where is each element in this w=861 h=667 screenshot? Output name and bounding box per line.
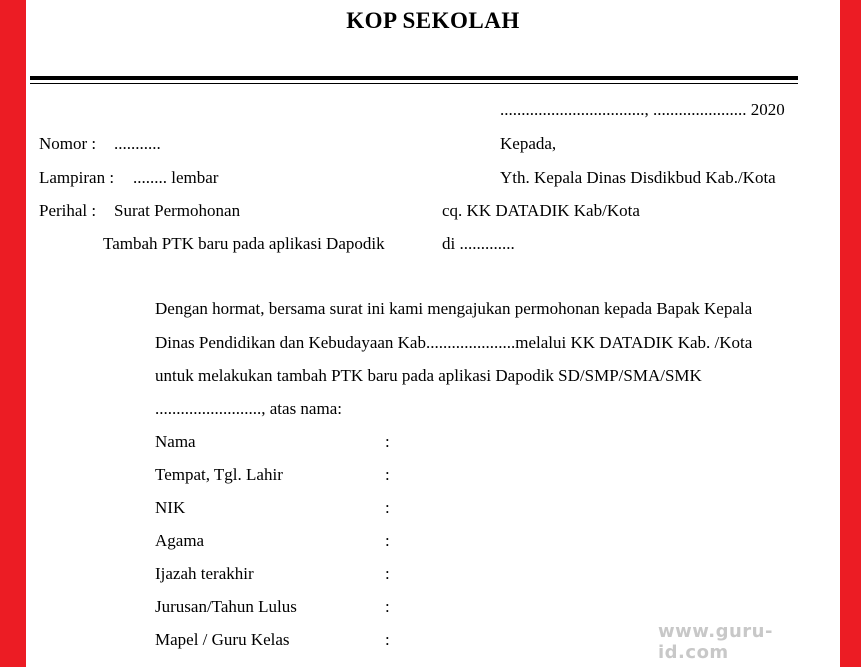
lampiran-value: ........ lembar	[133, 168, 219, 187]
nomor-label: Nomor :	[39, 134, 97, 153]
field-label-nik: NIK	[155, 498, 186, 517]
perihal-label: Perihal :	[39, 201, 97, 220]
field-colon: :	[385, 432, 390, 451]
field-colon: :	[385, 498, 390, 517]
field-colon: :	[385, 630, 390, 649]
field-label-ijazah: Ijazah terakhir	[155, 564, 254, 583]
letter-page	[26, 0, 840, 667]
perihal-value: Surat Permohonan	[114, 201, 241, 220]
body-line-3: untuk melakukan tambah PTK baru pada aplikasi Dapodik SD/SMP/SMA/SMK	[155, 366, 702, 385]
lampiran-label: Lampiran :	[39, 168, 115, 187]
school-letterhead-title: KOP SEKOLAH	[346, 8, 520, 33]
recipient-location: di .............	[442, 234, 515, 253]
date-line: .................................., ...................... 2020	[500, 100, 785, 119]
body-line-4: ........................., atas nama:	[155, 399, 342, 418]
field-label-agama: Agama	[155, 531, 205, 550]
recipient-kepada: Kepada,	[500, 134, 557, 153]
field-colon: :	[385, 465, 390, 484]
field-label-mapel: Mapel / Guru Kelas	[155, 630, 290, 649]
field-colon: :	[385, 564, 390, 583]
watermark-text: www.guru-id.com	[658, 621, 773, 663]
field-label-nama: Nama	[155, 432, 196, 451]
recipient-cq: cq. KK DATADIK Kab/Kota	[442, 201, 640, 220]
field-colon: :	[385, 597, 390, 616]
body-line-2: Dinas Pendidikan dan Kebudayaan Kab.....................melalui KK DATADIK Kab. /Kota	[155, 333, 753, 352]
perihal-value-continued: Tambah PTK baru pada aplikasi Dapodik	[103, 234, 385, 253]
recipient-addressee: Yth. Kepala Dinas Disdikbud Kab./Kota	[500, 168, 776, 187]
nomor-value: ...........	[114, 134, 161, 153]
letterhead-divider-thick	[30, 76, 798, 80]
field-label-tempat-tgl-lahir: Tempat, Tgl. Lahir	[155, 465, 283, 484]
field-label-jurusan: Jurusan/Tahun Lulus	[155, 597, 297, 616]
body-line-1: Dengan hormat, bersama surat ini kami mengajukan permohonan kepada Bapak Kepala	[155, 299, 753, 318]
letterhead-divider-thin	[30, 83, 798, 84]
field-colon: :	[385, 531, 390, 550]
